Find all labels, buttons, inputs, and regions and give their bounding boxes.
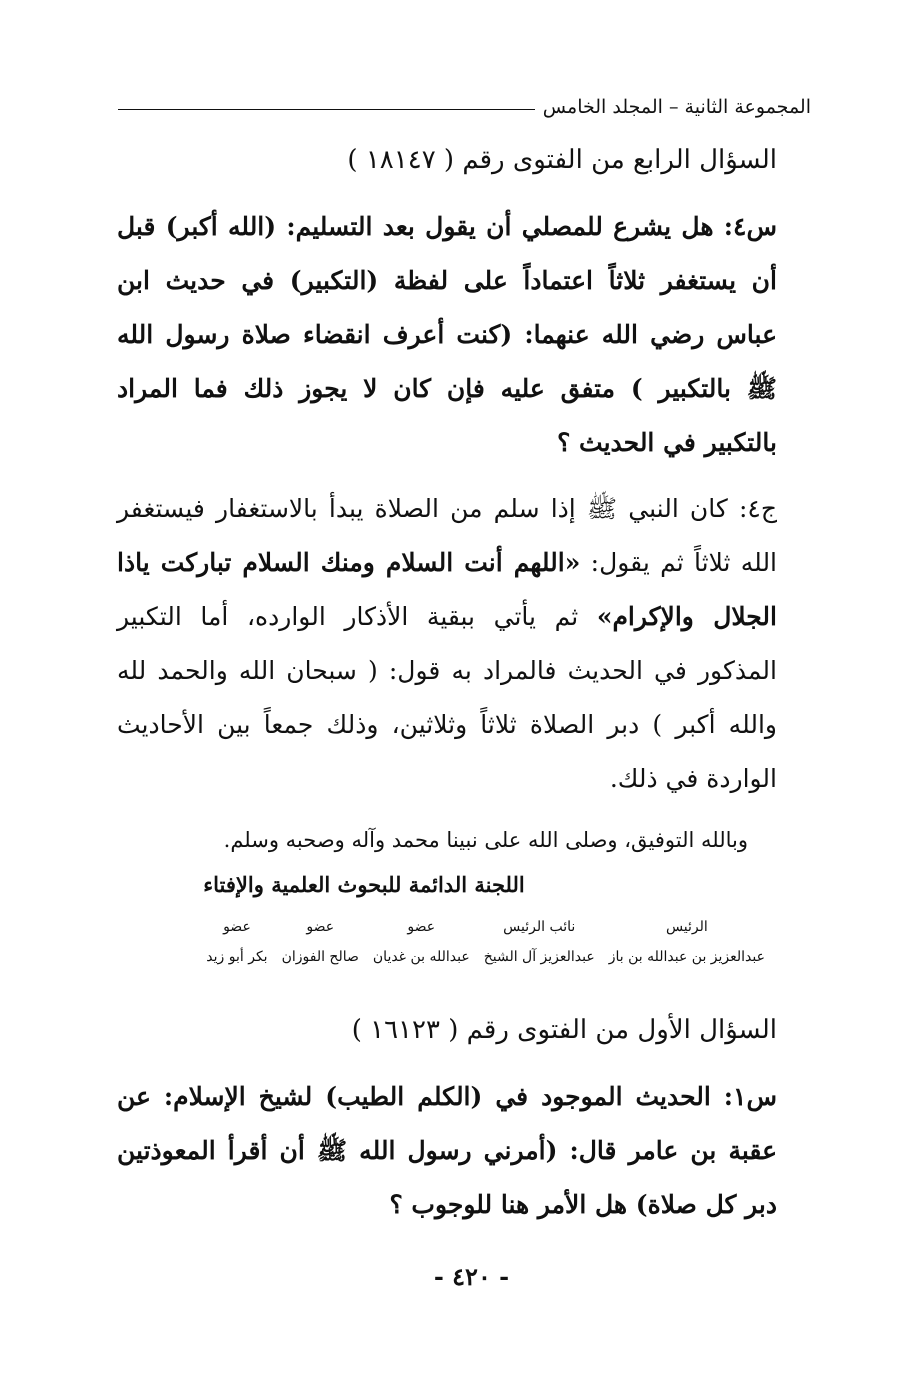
signatory xyxy=(609,912,765,972)
fatwa-16123-title: السؤال الأول من الفتوى رقم ( ١٦١٢٣ ) xyxy=(351,1015,777,1045)
answer-text-part2: ثم يأتي ببقية الأذكار الوارده، أما التكبير المذكور في الحديث فالمراد به قول: ( سبحان الله والحمد لله والله أكبر ) دبر الصلاة ثلاثاً وثلاثين، وذلك جمعاً بين الأحاديث الواردة في ذلك. xyxy=(117,602,777,793)
signatory-role: نائب الرئيس xyxy=(503,919,576,935)
signatory-name: عبدالعزيز آل الشيخ xyxy=(483,949,595,965)
running-header xyxy=(118,92,811,122)
answer-supplication: «اللهم أنت السلام ومنك السلام تباركت ياذا الجلال والإكرام» xyxy=(117,548,777,631)
fatwa-16123-question: س١: الحديث الموجود في (الكلم الطيب) لشيخ الإسلام: عن عقبة بن عامر قال: (أمرني رسول الله ﷺ أن أقرأ المعوذتين دبر كل صلاة) هل الأمر هنا للوجوب ؟ xyxy=(117,1082,777,1219)
signatory-name: صالح الفوزان xyxy=(281,949,359,965)
signatory-role: الرئيس xyxy=(665,919,708,935)
committee-signatories xyxy=(206,912,765,972)
fatwa-18147-title: السؤال الرابع من الفتوى رقم ( ١٨١٤٧ ) xyxy=(347,145,777,175)
header-rule xyxy=(118,109,535,110)
signatory xyxy=(373,912,470,972)
running-title: المجموعة الثانية – المجلد الخامس xyxy=(542,96,811,118)
signatory-role: عضو xyxy=(223,919,251,935)
answer-text-part1: ج٤: كان النبي ﷺ إذا سلم من الصلاة يبدأ بالاستغفار فيستغفر الله ثلاثاً ثم يقول: xyxy=(117,494,778,577)
signatory-name: عبدالله بن غديان xyxy=(372,949,470,965)
signatory xyxy=(484,912,595,972)
page-number: - ٤٢٠ - xyxy=(433,1262,510,1291)
signatory-name: عبدالعزيز بن عبدالله بن باز xyxy=(608,949,765,965)
signatory-role: عضو xyxy=(306,919,335,935)
fatwa-18147-answer xyxy=(117,482,777,806)
signatory-name: بكر أبو زيد xyxy=(206,949,268,965)
signatory xyxy=(206,912,267,972)
fatwa-18147-question: س٤: هل يشرع للمصلي أن يقول بعد التسليم: (الله أكبر) قبل أن يستغفر ثلاثاً اعتماداً على لفظة (التكبير) في حديث ابن عباس رضي الله عنهما: (كنت أعرف انقضاء صلاة رسول الله ﷺ بالتكبير ) متفق عليه فإن كان لا يجوز ذلك فما المراد بالتكبير في الحديث ؟ xyxy=(117,212,777,457)
signatory xyxy=(282,912,359,972)
committee-title: اللجنة الدائمة للبحوث العلمية والإفتاء xyxy=(203,872,525,897)
signatory-role: عضو xyxy=(407,919,436,935)
closing-line: وبالله التوفيق، وصلى الله على نبينا محمد وآله وصحبه وسلم. xyxy=(223,828,748,852)
